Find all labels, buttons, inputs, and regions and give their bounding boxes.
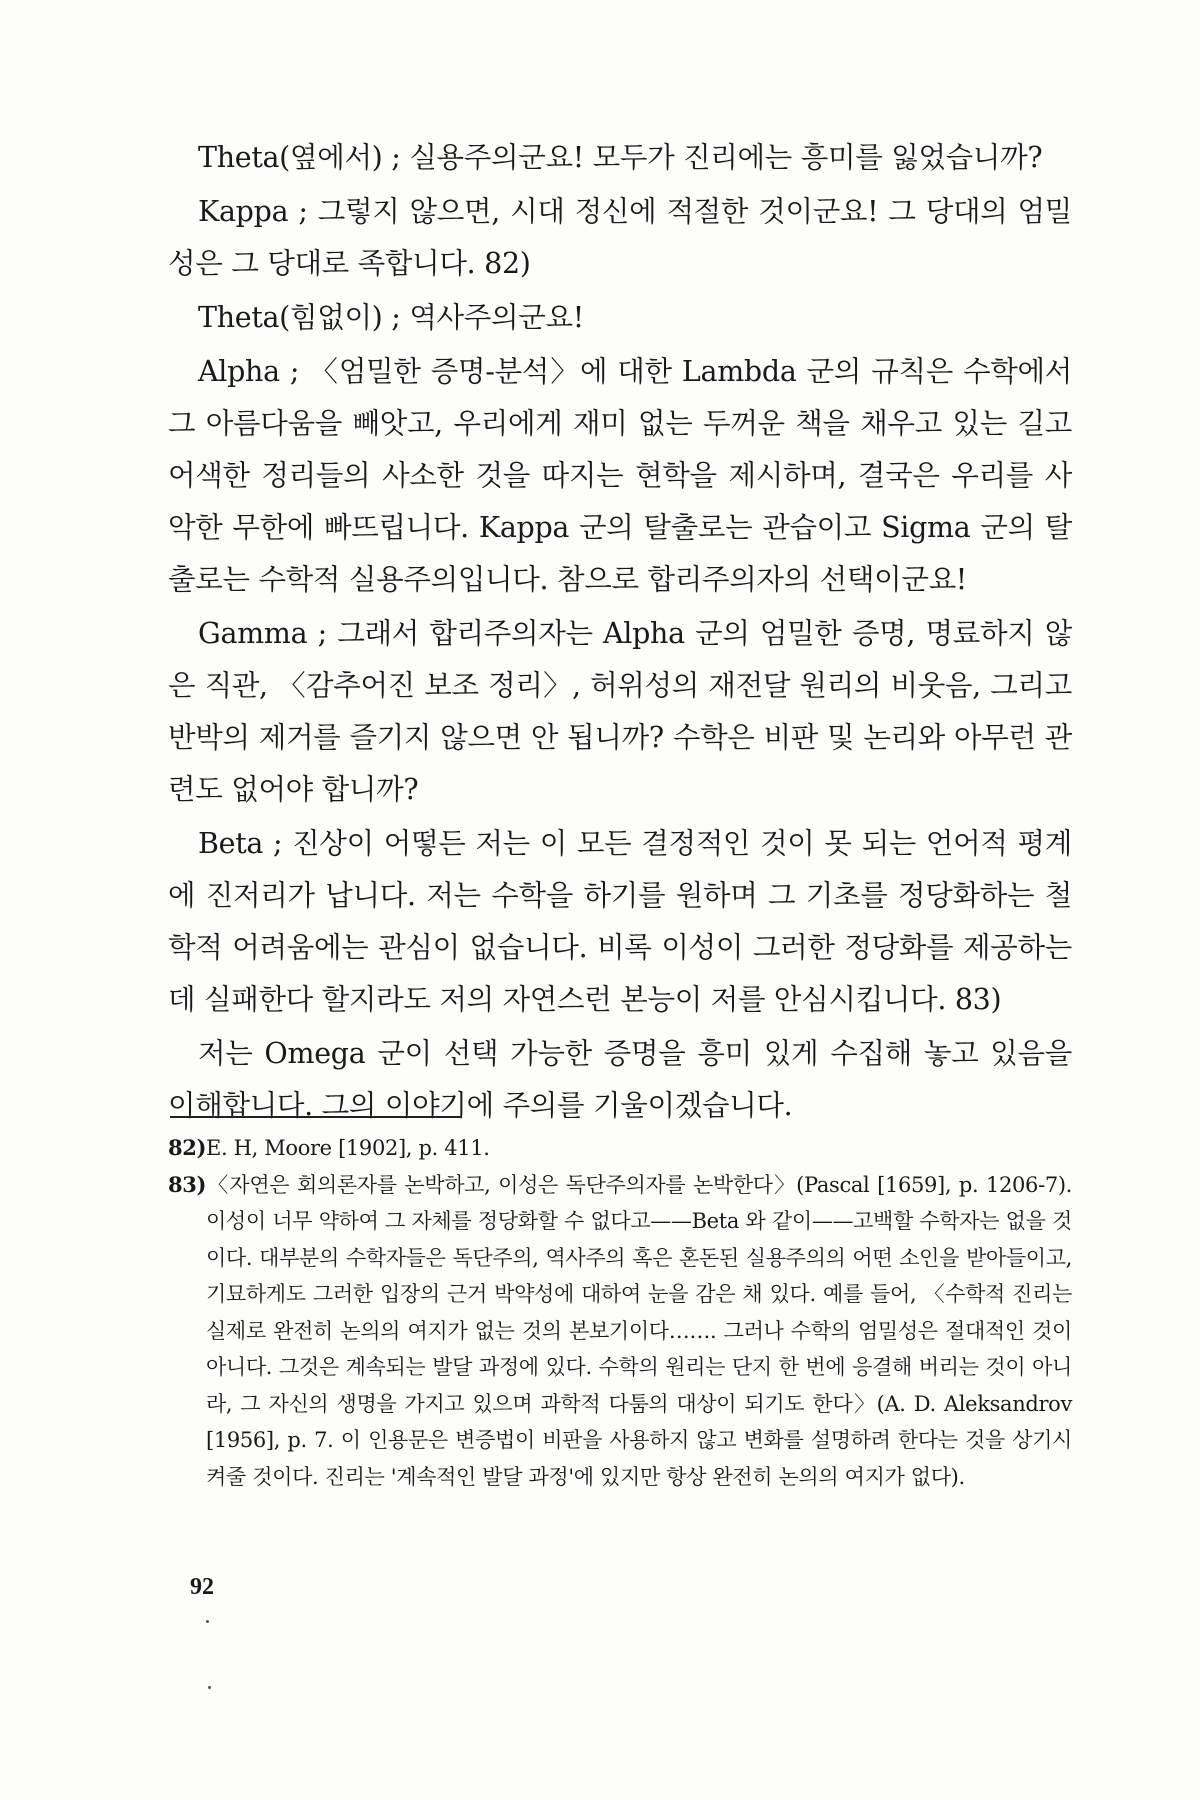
main-text xyxy=(168,132,1072,1134)
page-number: 92 xyxy=(190,1574,214,1600)
paragraph-alpha: Alpha ; 〈엄밀한 증명-분석〉에 대한 Lambda 군의 규칙은 수학에서 그 아름다움을 빼앗고, 우리에게 재미 없는 두꺼운 책을 채우고 있는 길고 어색한 정리들의 사소한 것을 따지는 현학을 제시하며, 결국은 우리를 사악한 무한에 빠뜨립니다. Kappa 군의 탈출로는 관습이고 Sigma 군의 탈출로는 수학적 실용주의입니다. 참으로 합리주의자의 선택이군요! xyxy=(168,355,1072,596)
paragraph-theta-weak: Theta(힘없이) ; 역사주의군요! xyxy=(198,301,584,334)
footnote-text: E. H, Moore [1902], p. 411. xyxy=(206,1136,490,1160)
paragraph-kappa: Kappa ; 그렇지 않으면, 시대 정신에 적절한 것이군요! 그 당대의 엄밀성은 그 당대로 족합니다. 82) xyxy=(168,195,1072,280)
footnotes xyxy=(168,1130,1072,1495)
paragraph-omega: 저는 Omega 군이 선택 가능한 증명을 흥미 있게 수집해 놓고 있음을 이해합니다. 그의 이야기에 주의를 기울이겠습니다. xyxy=(168,1037,1072,1122)
footnote-text: 〈자연은 회의론자를 논박하고, 이성은 독단주의자를 논박한다〉(Pascal [1659], p. 1206-7). 이성이 너무 약하여 그 자체를 정당화할 수 없다고——Beta 와 같이——고백할 수학자는 없을 것이다. 대부분의 수학자들은 독단주의, 역사주의 혹은 혼돈된 실용주의의 어떤 소인을 받아들이고, 기묘하게도 그러한 입장의 근거 박약성에 대하여 눈을 감은 채 있다. 예를 들어, 〈수학적 진리는 실제로 완전히 논의의 여지가 없는 것의 본보기이다……. 그러나 수학의 엄밀성은 절대적인 것이 아니다. 그것은 계속되는 발달 과정에 있다. 수학의 원리는 단지 한 번에 응결해 버리는 것이 아니라, 그 자신의 생명을 가지고 있으며 과학적 다툼의 대상이 되기도 한다〉(A. D. Aleksandrov [1956], p. 7. 이 인용문은 변증법이 비판을 사용하지 않고 변화를 설명하려 한다는 것을 상기시켜줄 것이다. 진리는 '계속적인 발달 과정'에 있지만 항상 완전히 논의의 여지가 없다). xyxy=(206,1172,1072,1489)
footnote-number: 83) xyxy=(168,1171,207,1197)
footnote-number: 82) xyxy=(168,1135,207,1160)
paragraph-gamma: Gamma ; 그래서 합리주의자는 Alpha 군의 엄밀한 증명, 명료하지 않은 직관, 〈감추어진 보조 정리〉, 허위성의 재전달 원리의 비웃음, 그리고 반박의 제거를 즐기지 않으면 안 됩니까? 수학은 비판 및 논리와 아무런 관련도 없어야 합니까? xyxy=(168,617,1072,806)
print-speck xyxy=(208,1686,211,1689)
print-speck xyxy=(206,1620,209,1623)
paragraph-beta: Beta ; 진상이 어떻든 저는 이 모든 결정적인 것이 못 되는 언어적 평계에 진저리가 납니다. 저는 수학을 하기를 원하며 그 기초를 정당화하는 철학적 어려움에는 관심이 없습니다. 비록 이성이 그러한 정당화를 제공하는 데 실패한다 할지라도 저의 자연스런 본능이 저를 안심시킵니다. 83) xyxy=(168,827,1072,1016)
footnote-83 xyxy=(168,1167,1072,1496)
paragraph-theta-aside: Theta(옆에서) ; 실용주의군요! 모두가 진리에는 흥미를 잃었습니까? xyxy=(198,141,1043,174)
footnote-82 xyxy=(168,1130,1072,1167)
footnote-divider xyxy=(170,1116,462,1118)
